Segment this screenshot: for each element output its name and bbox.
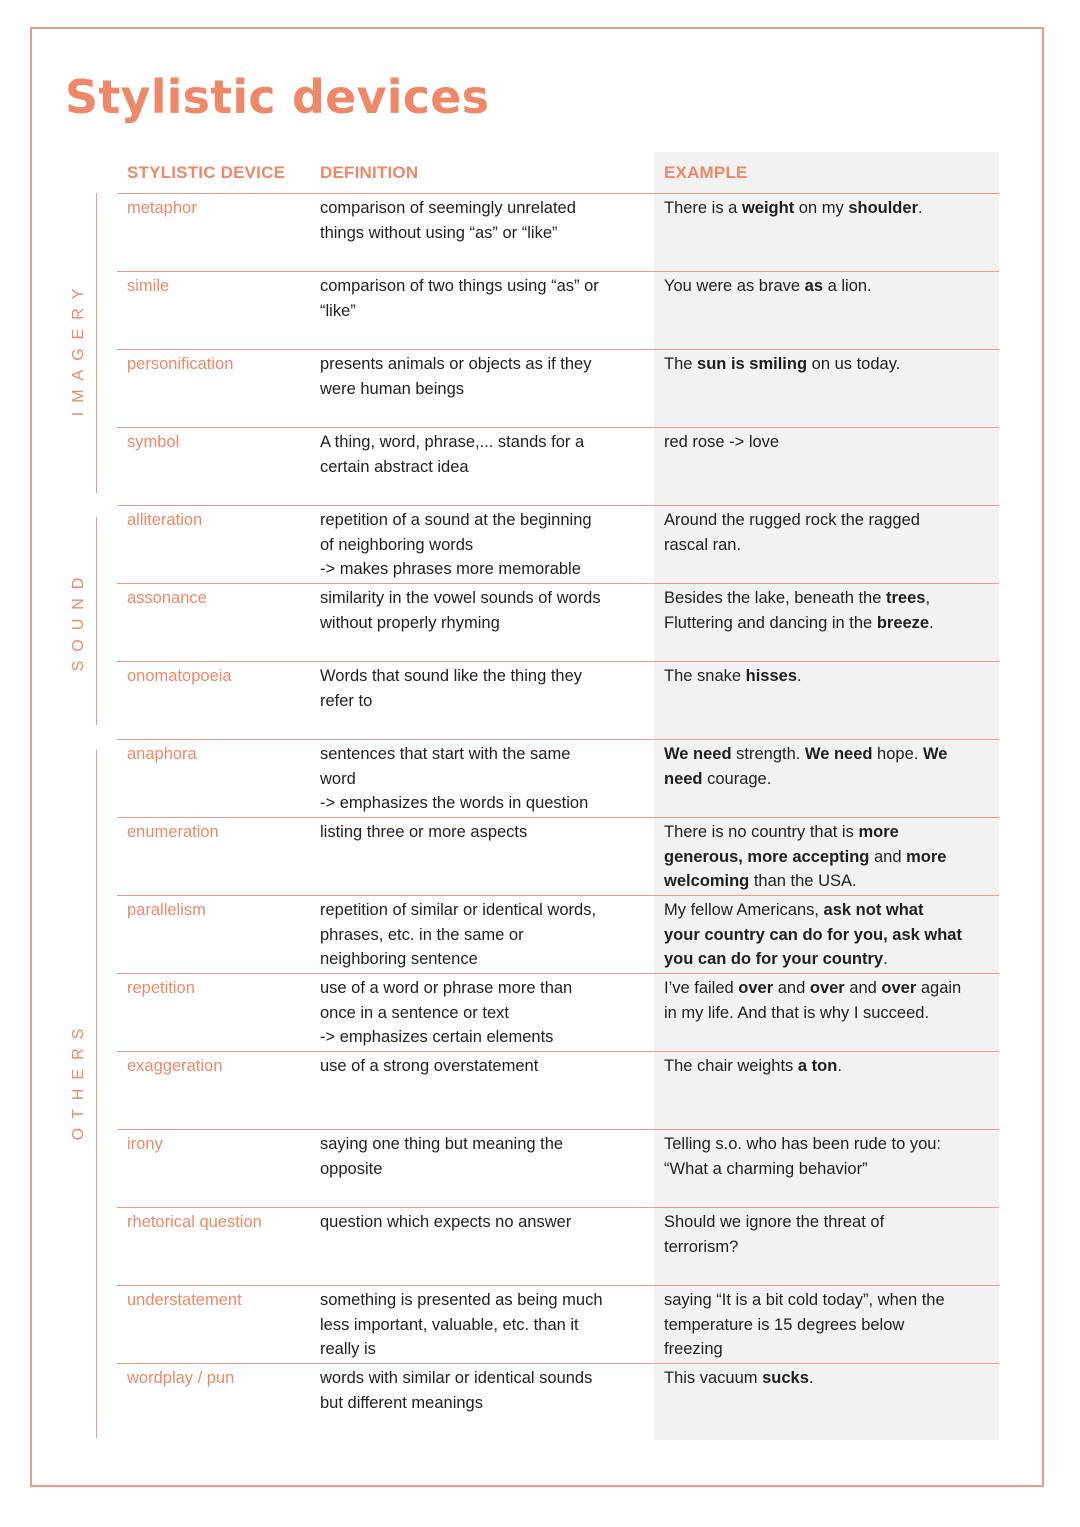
example-text: Should we ignore the threat of terrorism? — [664, 1213, 885, 1256]
example-text: The snake — [664, 667, 746, 685]
example-text: on my — [794, 199, 849, 217]
device-name: simile — [127, 277, 170, 295]
device-example — [664, 508, 994, 557]
table-row — [117, 661, 999, 739]
example-text: and — [773, 979, 810, 997]
example-text: , Fluttering and dancing in the — [664, 589, 931, 632]
device-example — [664, 586, 994, 635]
device-definition: words with similar or identical sounds but different meanings — [320, 1369, 593, 1412]
example-text: again in my life. And that is why I succeed. — [664, 979, 962, 1022]
device-definition: sentences that start with the same word -> emphasizes the words in question — [320, 745, 589, 812]
device-definition: Words that sound like the thing they refer to — [320, 667, 583, 710]
device-example — [664, 820, 994, 894]
device-name: personification — [127, 355, 234, 373]
example-text: You were as brave — [664, 277, 805, 295]
example-text: There is a — [664, 199, 742, 217]
example-text: I’ve failed — [664, 979, 739, 997]
device-example — [664, 976, 994, 1025]
example-text: The — [664, 355, 698, 373]
example-text: . — [837, 1057, 842, 1075]
device-example — [664, 664, 994, 689]
device-example — [664, 274, 994, 299]
example-text: . — [808, 1369, 814, 1387]
table-row — [117, 583, 999, 661]
device-definition: use of a strong overstatement — [320, 1057, 539, 1075]
table-row — [117, 271, 999, 349]
device-name: anaphora — [127, 745, 197, 763]
page-title: Stylistic devices — [65, 70, 490, 124]
example-text: hope. — [872, 745, 923, 763]
example-emphasis: as — [804, 277, 824, 295]
table-row — [117, 1129, 999, 1207]
device-example — [664, 430, 994, 455]
table-row — [117, 739, 999, 817]
table-row — [117, 193, 999, 271]
example-text: and — [844, 979, 882, 997]
device-definition: A thing, word, phrase,... stands for a certain abstract idea — [320, 433, 585, 476]
example-text: and — [869, 847, 907, 866]
device-example — [664, 898, 994, 972]
example-text: Around the rugged rock the ragged rascal ran. — [664, 511, 920, 554]
device-name: understatement — [127, 1291, 242, 1309]
group-line-others — [96, 750, 97, 1438]
example-text: My fellow Americans, — [664, 901, 824, 919]
example-emphasis: breeze — [876, 613, 930, 632]
device-example — [664, 742, 994, 791]
device-definition: listing three or more aspects — [320, 823, 528, 841]
device-definition: comparison of two things using “as” or “like” — [320, 277, 599, 320]
device-name: onomatopoeia — [127, 667, 232, 685]
example-emphasis: a ton — [797, 1057, 838, 1075]
table-row — [117, 973, 999, 1051]
device-definition: presents animals or objects as if they were human beings — [320, 355, 592, 398]
table-row — [117, 1363, 999, 1441]
device-name: parallelism — [127, 901, 206, 919]
example-text: courage. — [702, 769, 772, 788]
table-row — [117, 1051, 999, 1129]
table-row — [117, 1285, 999, 1363]
example-text: red rose -> love — [664, 433, 780, 451]
device-name: rhetorical question — [127, 1213, 262, 1231]
device-name: alliteration — [127, 511, 203, 529]
device-definition: similarity in the vowel sounds of words without properly rhyming — [320, 589, 601, 632]
group-line-sound — [96, 517, 97, 725]
device-definition: repetition of similar or identical words, phrases, etc. in the same or neighboring sentence — [320, 901, 597, 968]
example-emphasis: sun is smiling — [697, 355, 808, 373]
device-name: symbol — [127, 433, 180, 451]
example-text: There is no country that is — [664, 823, 859, 841]
device-name: repetition — [127, 979, 195, 997]
device-definition: use of a word or phrase more than once in a sentence or text -> emphasizes certain elements — [320, 979, 573, 1046]
example-emphasis: sucks — [762, 1369, 809, 1387]
device-name: metaphor — [127, 199, 197, 217]
example-emphasis: We need — [804, 745, 873, 763]
example-emphasis: shoulder — [848, 199, 918, 217]
example-text: saying “It is a bit cold today”, when the temperature is 15 degrees below freezing — [664, 1291, 945, 1358]
device-definition: something is presented as being much less important, valuable, etc. than it really is — [320, 1291, 603, 1358]
example-text: Besides the lake, beneath the — [664, 589, 886, 607]
device-name: assonance — [127, 589, 207, 607]
example-emphasis: We need — [664, 745, 732, 763]
example-emphasis: more generous, more accepting — [664, 823, 899, 866]
example-text: . — [918, 199, 923, 217]
device-name: enumeration — [127, 823, 219, 841]
example-emphasis: We need — [664, 745, 948, 788]
device-example — [664, 352, 994, 377]
example-emphasis: over — [738, 979, 774, 997]
device-definition: repetition of a sound at the beginning of neighboring words -> makes phrases more memorable — [320, 511, 592, 578]
example-emphasis: hisses — [745, 667, 798, 685]
example-text: . — [883, 950, 888, 968]
device-name: wordplay / pun — [127, 1369, 235, 1387]
example-text: Telling s.o. who has been rude to you: “What a charming behavior” — [664, 1135, 942, 1178]
device-definition: question which expects no answer — [320, 1213, 572, 1231]
example-text: . — [929, 613, 934, 632]
example-text: than the USA. — [749, 872, 857, 890]
example-emphasis: over — [809, 979, 845, 997]
device-example — [664, 1210, 994, 1259]
device-example — [664, 1288, 994, 1362]
example-text: on us today. — [807, 355, 901, 373]
table-row — [117, 817, 999, 895]
header-definition: DEFINITION — [320, 163, 419, 182]
group-line-imagery — [96, 193, 97, 493]
table-row — [117, 895, 999, 973]
example-emphasis: more welcoming — [664, 847, 947, 890]
example-emphasis: ask not what your country can do for you, ask what you can do for your country — [664, 901, 962, 968]
device-example — [664, 196, 994, 221]
device-example — [664, 1132, 994, 1181]
example-text: This vacuum — [664, 1369, 763, 1387]
group-label-imagery: IMAGERY — [70, 279, 87, 417]
example-text: . — [797, 667, 802, 685]
example-text: strength. — [731, 745, 805, 763]
table-row — [117, 349, 999, 427]
table-row — [117, 505, 999, 583]
example-emphasis: weight — [741, 199, 795, 217]
example-text: The chair weights — [664, 1057, 798, 1075]
group-label-others: OTHERS — [70, 1019, 87, 1141]
table-row — [117, 1207, 999, 1285]
example-emphasis: trees — [886, 589, 926, 607]
header-example: EXAMPLE — [664, 163, 748, 182]
device-example — [664, 1054, 994, 1079]
example-emphasis: over — [881, 979, 917, 997]
example-text: a lion. — [823, 277, 872, 295]
device-example — [664, 1366, 994, 1391]
device-name: exaggeration — [127, 1057, 223, 1075]
device-definition: saying one thing but meaning the opposite — [320, 1135, 564, 1178]
header-stylistic-device: STYLISTIC DEVICE — [127, 163, 286, 182]
group-label-sound: SOUND — [70, 568, 87, 672]
table-row — [117, 427, 999, 505]
device-definition: comparison of seemingly unrelated things without using “as” or “like” — [320, 199, 576, 242]
device-name: irony — [127, 1135, 163, 1153]
